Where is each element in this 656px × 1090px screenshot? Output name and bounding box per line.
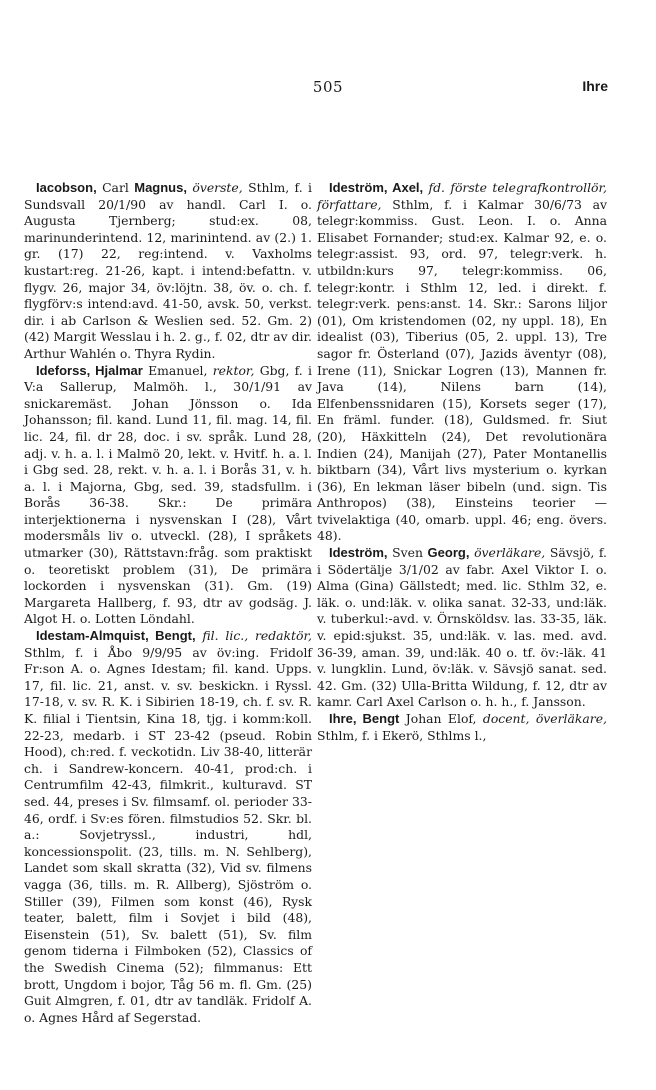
entry-text: Sävsjö, f. i Södertälje 3/1/02 av fabr. Axel Viktor I. o. Alma (Gina) Gällstedt; med. lic. Sthlm 32, e. läk. o. und:läk. v. olika sanat. 32-33, und:läk. v. tuberkul:-avd. v. Örnsköldsv. las. 33-35, läk. v. epid:sjukst. 35, und:läk. v. las. med. avd. 36-39, aman. 39, und:läk. 40 o. tf. öv:-läk. 41 v. lungklin. Lund, öv:läk. v. Sävsjö sanat. sed. 42. Gm. (32) Ulla-Britta Wildung, f. 12, dtr av kamr. Carl Axel Carlson o. h. h., f. Jansson. [317,545,607,710]
entry-idestam-almquist [24,628,312,1026]
entry-surname: Ideström, Axel, [329,180,424,195]
entry-given-names: Carl [102,180,129,195]
entry-given-names: Emanuel, [148,362,208,378]
entry-title: docent, överläkare, [482,711,607,726]
right-column [317,180,607,744]
entry-text: Sthlm, f. i Åbo 9/9/95 av öv:ing. Fridolf Fr:son A. o. Agnes Idestam; fil. kand. Upps. 17, fil. lic. 21, anst. v. sv. beskickn. i Ryssl. 17-18, v. sv. R. K. i Sibirien 18-19, ch. f. sv. R. K. filial i Tientsin, Kina 18, tjg. i komm:koll. 22-23, medarb. i ST 23-42 (pseud. Robin Hood), ch:red. f. veckotidn. Liv 38-40, litterär ch. i Sandrew-koncern. 40-41, prod:ch. i Centrumfilm 42-43, filmkrit., kulturavd. ST sed. 44, preses i Sv. filmsamf. ol. perioder 33-46, ordf. i Sv:es fören. filmstudios 52. Skr. bl. a.: Sovjetryssl., industri, hdl, koncessionspolit. (23, tills. m. N. Sehlberg), Landet som skall skratta (32), Vid sv. filmens vagga (36, tills. m. R. Allberg), Sjöström o. Stiller (39), Filmen som konst (46), Rysk teater, balett, film i Sovjet i bild (48), Eisenstein (51), Sv. balett (51), Sv. film genom tiderna i Filmboken (52), Classics of the Swedish Cinema (52); filmmanus: Ett brott, Ungdom i bojor, Tåg 56 m. fl. Gm. (25) Guit Almgren, f. 01, dtr av tandläk. Fridolf A. o. Agnes Hård af Segerstad. [24,644,312,1025]
entry-text: Sthlm, f. i Sundsvall 20/1/90 av handl. Carl I. o. Augusta Tjernberg; stud:ex. 08, marinunderintend. 12, marinintend. av (2.) 1. gr. (17) 22, reg:intend. v. Vaxholms kustart:reg. 21-26, kapt. i intend:befattn. v. flygv. 26, major 34, öv:löjtn. 38, öv. o. ch. f. flygförv:s intend:avd. 41-50, avsk. 50, verkst. dir. i ab Carlson & Weslien sed. 52. Gm. 2) (42) Margit Wesslau i h. 2. g., f. 02, dtr av dir. Arthur Wahlén o. Thyra Rydin. [24,180,312,361]
entry-surname: Ideforss, Hjalmar [36,362,143,378]
entry-title: fil. lic., redaktör, [202,628,312,644]
entry-surname: Ideström, [329,545,388,561]
page-number: 505 [312,78,344,96]
entry-given-names: Sven [392,545,423,561]
entry-surname: Ihre, Bengt [329,711,400,726]
entry-idestrom-axel [317,180,607,545]
entry-ideforss [24,363,312,629]
left-column [24,180,312,1026]
entry-title: överläkare, [474,545,546,561]
entry-title: överste, [192,180,243,195]
entry-text: Sthlm, f. i Kalmar 30/6/73 av telegr:kommiss. Gust. Leon. I. o. Anna Elisabet Fornander; stud:ex. Kalmar 92, e. o. telegr:assist. 93, ord. 97, telegr:verk. h. utbildn:kurs 97, telegr:kommiss. 06, telegr:kontr. i Sthlm 12, led. i direkt. f. telegr:verk. pens:anst. 14. Skr.: Sarons liljor (01), Om kristendomen (02, ny uppl. 18), En idealist (03), Tiberius (05, 2. uppl. 13), Tre sagor fr. Österland (07), Jazids äventyr (08), Irene (11), Snickar Logren (13), Mannen fr. Java (14), Nilens barn (14), Elfenbenssnidaren (15), Korsets seger (17), En främl. funder. (18), Guldsmed. fr. Siut (20), Häxkitteln (24), Det revolutionära Indien (24), Manijah (27), Pater Montanellis biktbarn (34), Vårt livs mysterium o. kyrkan (36), En lekman läser bibeln (und. sign. Tis Anthropos) (38), Einsteins teorier — tvivelaktiga (40, omarb. uppl. 46; eng. övers. 48). [317,196,607,544]
entry-ihre [317,711,607,744]
entry-text: Sthlm, f. i Ekerö, Sthlms l., [317,727,487,743]
entry-iacobson [24,180,312,363]
entry-text: Gbg, f. i V:a Sallerup, Malmöh. l., 30/1/91 av snickaremäst. Johan Jönsson o. Ida Johansson; fil. kand. Lund 11, fil. mag. 14, fil. lic. 24, fil. dr 28, doc. i sv. språk. Lund 28, adj. v. h. a. l. i Malmö 20, lekt. v. Hvitf. h. a. l. i Gbg sed. 28, rekt. v. h. a. l. i Borås 31, v. h. a. l. i Majorna, Gbg, sed. 39, stadsfullm. i Borås 36-38. Skr.: De primära interjektionerna i nysvenskan I (28), Vårt modersmåls liv o. utveckl. (28), I språkets utmarker (30), Rättstavn:fråg. som praktiskt o. teoretiskt problem (31), De primära lockorden i nysvenskan (31). Gm. (19) Margareta Hallberg, f. 93, dtr av godsäg. J. Algot H. o. Lotten Löndahl. [24,362,312,627]
entry-title: fd. förste telegrafkontrollör, författare, [317,180,607,212]
entry-surname: Idestam-Almquist, Bengt, [36,628,196,644]
running-head: Ihre [582,78,608,94]
entry-given-names: Johan Elof, [405,711,477,726]
entry-called-name: Georg, [427,545,470,561]
entry-called-name: Magnus, [134,180,187,195]
entry-surname: Iacobson, [36,180,97,195]
entry-idestrom-sven [317,545,607,711]
entry-title: rektor, [212,362,255,378]
